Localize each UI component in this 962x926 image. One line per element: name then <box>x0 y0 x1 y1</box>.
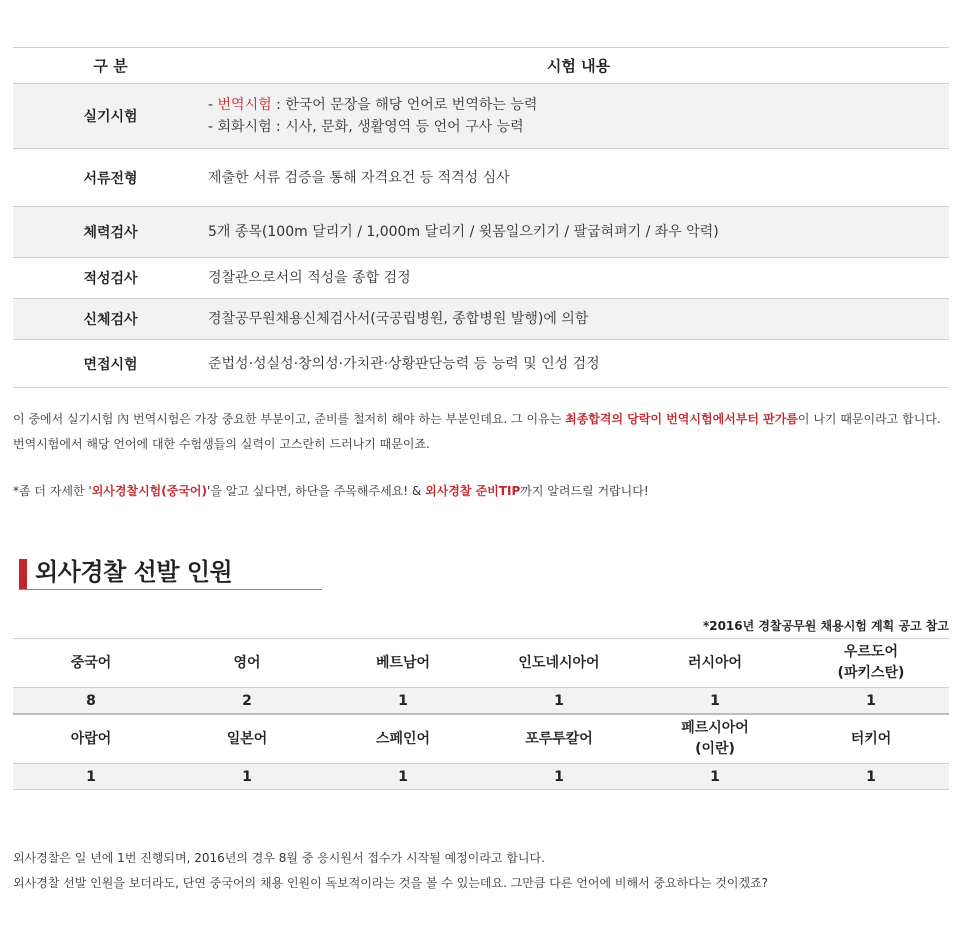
language-name: 아랍어 <box>70 730 112 747</box>
language-cell <box>325 639 481 688</box>
language-name: 영어 <box>233 654 261 671</box>
count-cell-chinese: 8 <box>13 688 169 715</box>
exam-highlight: 외사경찰시험(중국어) <box>91 484 208 498</box>
language-cell <box>793 639 949 688</box>
language-row <box>13 714 949 764</box>
tip-highlight: 외사경찰 준비TIP <box>425 484 521 498</box>
count-cell: 1 <box>637 688 793 715</box>
section-title: 외사경찰 선발 인원 <box>35 558 233 586</box>
language-cell <box>481 714 637 764</box>
table-row <box>13 258 949 299</box>
language-name: 페르시아어 <box>681 720 749 736</box>
text-segment: '을 알고 싶다면, 하단을 주목해주세요! & <box>207 484 426 498</box>
row-content: 경찰공무원채용신체검사서(국공립병원, 종합병원 발행)에 의함 <box>208 311 589 327</box>
row-label: 면접시험 <box>83 356 138 373</box>
language-country: (이란) <box>695 741 735 757</box>
language-cell <box>13 714 169 764</box>
language-cell <box>325 714 481 764</box>
row-label: 신체검사 <box>83 312 138 328</box>
content-line <box>208 94 949 116</box>
language-name: 베트남어 <box>375 654 431 671</box>
count-cell: 1 <box>793 764 949 790</box>
language-name: 러시아어 <box>687 654 743 671</box>
count-cell: 1 <box>13 764 169 790</box>
table-row <box>13 340 949 388</box>
selection-table <box>13 638 949 790</box>
count-cell: 2 <box>169 688 325 715</box>
count-cell: 1 <box>637 764 793 790</box>
row-content: 5개 종목(100m 달리기 / 1,000m 달리기 / 윗몸일으키기 / 팔굽혀펴기 / 좌우 악력) <box>208 224 719 240</box>
text-segment: *좀 더 자세한 ' <box>13 484 92 498</box>
language-cell <box>481 639 637 688</box>
header-content: 시험 내용 <box>546 57 611 75</box>
count-row <box>13 764 949 790</box>
language-row <box>13 639 949 688</box>
count-cell: 1 <box>481 764 637 790</box>
row-label: 적성검사 <box>83 271 138 287</box>
count-cell: 1 <box>793 688 949 715</box>
row-label: 서류전형 <box>83 170 138 187</box>
row-content: 경찰관으로서의 적성을 종합 검정 <box>208 270 411 286</box>
language-name: 중국어 <box>70 654 112 671</box>
language-name: 스페인어 <box>375 730 431 747</box>
row-content <box>208 84 949 149</box>
source-note: *2016년 경찰공무원 채용시험 계획 공고 참고 <box>702 619 949 633</box>
language-name: 일본어 <box>226 730 268 747</box>
language-cell <box>793 714 949 764</box>
table-row <box>13 84 949 149</box>
text-segment: 까지 알려드릴 거랍니다! <box>520 484 649 498</box>
importance-paragraph <box>13 407 949 457</box>
language-name: 인도네시아어 <box>518 654 600 671</box>
language-country: (파키스탄) <box>837 665 905 681</box>
content-line: - 회화시험 : 시사, 문화, 생활영역 등 언어 구사 능력 <box>208 119 524 135</box>
footer-line-1: 외사경찰은 일 년에 1번 진행되며, 2016년의 경우 8월 중 응시원서 접수가 시작될 예정이라고 합니다. <box>13 851 545 865</box>
language-cell <box>637 639 793 688</box>
text-segment: 이 나기 때문이라고 합니다. 번역시험에서 해당 언어에 대한 수험생들의 실력이 고스란히 드러나기 때문이죠. <box>13 412 941 451</box>
language-name: 터키어 <box>850 730 892 747</box>
section-accent-bar <box>19 559 27 589</box>
section-heading <box>19 556 322 590</box>
row-label: 체력검사 <box>83 225 138 241</box>
exam-table-header <box>13 48 949 84</box>
language-cell <box>169 639 325 688</box>
language-cell <box>637 714 793 764</box>
table-row <box>13 299 949 340</box>
header-category: 구 분 <box>93 57 128 75</box>
footer-line-2: 외사경찰 선발 인원을 보더라도, 단연 중국어의 채용 인원이 독보적이라는 것을 볼 수 있는데요. 그만큼 다른 언어에 비해서 중요하다는 것이겠죠? <box>13 876 768 890</box>
line-prefix: - <box>208 97 218 113</box>
row-content: 준법성·성실성·창의성·가치관·상황판단능력 등 능력 및 인성 검정 <box>208 355 600 372</box>
count-row <box>13 688 949 715</box>
translation-exam-highlight: 번역시험 <box>217 97 272 113</box>
exam-table <box>13 47 949 388</box>
table-row <box>13 149 949 207</box>
count-cell: 1 <box>325 688 481 715</box>
row-label: 실기시험 <box>83 109 138 125</box>
language-name: 포루투칼어 <box>525 730 593 747</box>
count-cell: 1 <box>325 764 481 790</box>
text-segment: 이 중에서 실기시험 內 번역시험은 가장 중요한 부분이고, 준비를 철저히 해야 하는 부분인데요. 그 이유는 <box>13 412 566 426</box>
language-cell <box>13 639 169 688</box>
row-content: 제출한 서류 검증을 통해 자격요건 등 적격성 심사 <box>208 169 510 186</box>
count-cell: 1 <box>481 688 637 715</box>
decisive-highlight: 최종합격의 당락이 번역시험에서부터 판가름 <box>565 412 798 426</box>
language-name: 우르도어 <box>843 644 899 660</box>
count-cell: 1 <box>169 764 325 790</box>
line-rest: : 한국어 문장을 해당 언어로 번역하는 능력 <box>271 97 538 113</box>
language-cell <box>169 714 325 764</box>
notice-paragraph <box>13 479 949 504</box>
table-row <box>13 207 949 258</box>
